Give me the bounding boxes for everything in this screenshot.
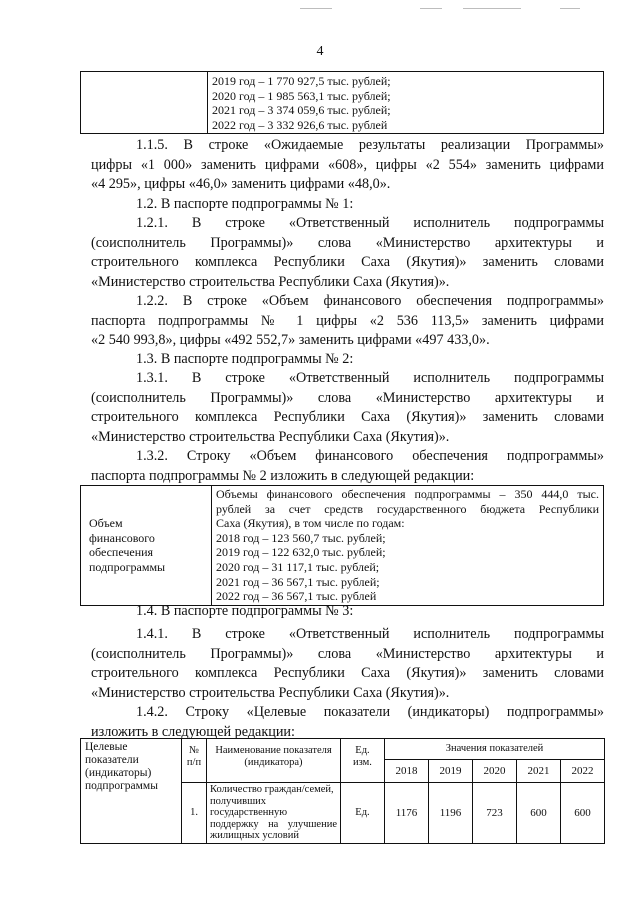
column-header-values: Значения показателей (385, 739, 605, 760)
funding-line: Саха (Якутия), в том числе по годам: (216, 516, 405, 531)
table-value-cell (212, 486, 604, 606)
paragraph-1-4-1: 1.4.1. В строке «Ответственный исполнитель подпрограммы (соисполнитель Программы)» слова «Министерство архитектуры и строительного комплекса Республики Саха (Якутия)» заменить словами «Министерство строительства Республики Саха (Якутия)». (91, 626, 604, 701)
paragraph-1-1-5: 1.1.5. В строке «Ожидаемые результаты реализации Программы» цифры «1 000» заменить цифрами «608», цифры «2 554» заменить цифрами «4 295», цифры «46,0» заменить цифрами «48,0». (91, 137, 604, 193)
table-label-cell (81, 72, 208, 134)
scan-artifact (560, 8, 580, 9)
column-header-unit: Ед. изм. (341, 739, 385, 783)
funding-line: 2020 год – 31 117,1 тыс. рублей; (216, 559, 380, 574)
paragraph-1-3-2: 1.3.2. Строку «Объем финансового обеспечения подпрограммы» паспорта подпрограммы № 2 изложить в следующей редакции: (91, 448, 604, 484)
row-number: 1. (182, 783, 207, 844)
page-number: 4 (316, 44, 324, 59)
indicator-value: 723 (473, 783, 517, 844)
funding-line: 2019 год – 122 632,0 тыс. рублей; (216, 545, 386, 560)
scan-artifact (300, 8, 332, 9)
indicator-value: 600 (517, 783, 561, 844)
scan-artifact (463, 8, 521, 9)
funding-table-continued (80, 71, 604, 134)
table-label-cell: Объем финансового обеспечения подпрограммы (81, 486, 212, 606)
funding-line: рублей за счет средств государственного бюджета Республики (216, 501, 599, 516)
indicator-value: 1176 (385, 783, 429, 844)
paragraph-1-3: 1.3. В паспорте подпрограммы № 2: (136, 351, 354, 367)
indicator-value: 600 (561, 783, 605, 844)
column-header-name: Наименование показателя (индикатора) (207, 739, 341, 783)
funding-line: 2022 год – 36 567,1 тыс. рублей (216, 589, 377, 604)
paragraph-1-4: 1.4. В паспорте подпрограммы № 3: (136, 603, 354, 619)
funding-line: 2019 год – 1 770 927,5 тыс. рублей; (212, 74, 391, 88)
year-header: 2020 (473, 760, 517, 783)
paragraph-1-2-2: 1.2.2. В строке «Объем финансового обеспечения подпрограммы» паспорта подпрограммы № 1 цифры «2 536 113,5» заменить цифрами «2 540 993,8», цифры «492 552,7» заменить цифрами «497 433,0». (91, 293, 604, 349)
funding-line: 2022 год – 3 332 926,6 тыс. рублей (212, 117, 388, 132)
scan-artifact (420, 8, 442, 9)
paragraph-1-2-1: 1.2.1. В строке «Ответственный исполнитель подпрограммы (соисполнитель Программы)» слова «Министерство архитектуры и строительного комплекса Республики Саха (Якутия)» заменить словами «Министерство строительства Республики Саха (Якутия)». (91, 215, 604, 290)
year-header: 2022 (561, 760, 605, 783)
indicator-value: 1196 (429, 783, 473, 844)
paragraph-1-3-1: 1.3.1. В строке «Ответственный исполнитель подпрограммы (соисполнитель Программы)» слова «Министерство архитектуры и строительного комплекса Республики Саха (Якутия)» заменить словами «Министерство строительства Республики Саха (Якутия)». (91, 370, 604, 445)
paragraph-1-4-2: 1.4.2. Строку «Целевые показатели (индикаторы) подпрограммы» изложить в следующей редакции: (91, 704, 604, 740)
column-header-number: № п/п (182, 739, 207, 783)
funding-line: Объемы финансового обеспечения подпрограммы – 350 444,0 тыс. (216, 487, 599, 501)
subprogram-2-funding-table (80, 485, 604, 606)
funding-line: 2018 год – 123 560,7 тыс. рублей; (216, 530, 386, 545)
target-indicators-table (80, 738, 605, 844)
table-value-cell (208, 72, 604, 134)
indicator-name: Количество граждан/семей, получивших государственную поддержку на улучшение жилищных условий (207, 783, 341, 844)
year-header: 2018 (385, 760, 429, 783)
indicators-label-cell: Целевые показатели (индикаторы) подпрограммы (81, 739, 182, 844)
funding-line: 2020 год – 1 985 563,1 тыс. рублей; (212, 88, 391, 103)
paragraph-1-2: 1.2. В паспорте подпрограммы № 1: (136, 196, 354, 212)
funding-line: 2021 год – 36 567,1 тыс. рублей; (216, 574, 380, 589)
year-header: 2021 (517, 760, 561, 783)
indicator-unit: Ед. (341, 783, 385, 844)
year-header: 2019 (429, 760, 473, 783)
funding-line: 2021 год – 3 374 059,6 тыс. рублей; (212, 103, 391, 118)
